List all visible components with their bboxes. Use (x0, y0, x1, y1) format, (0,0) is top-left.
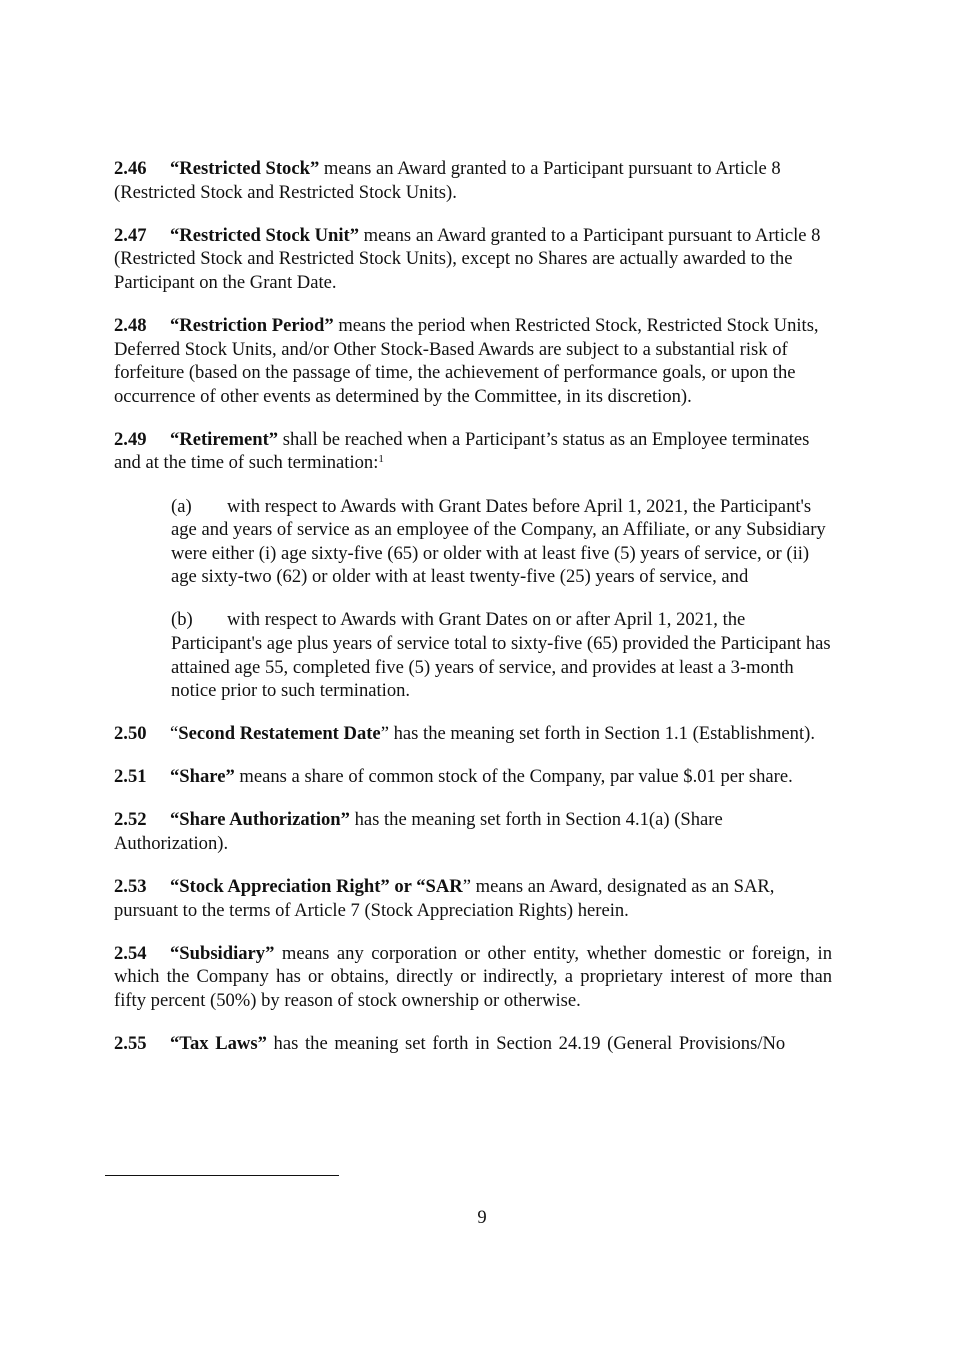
open-quote: “ (170, 723, 179, 745)
defined-term: Subsidiary (179, 942, 266, 964)
open-quote: “ (170, 766, 180, 788)
section-number: 2.48 (114, 314, 147, 336)
footnote-reference[interactable]: 1 (378, 453, 384, 466)
definition-2-47 (114, 224, 832, 295)
definition-2-48 (114, 314, 832, 408)
footnote-separator (105, 1175, 339, 1176)
section-number: 2.52 (114, 809, 147, 831)
retirement-subitem-a (171, 495, 832, 589)
open-quote: “ (170, 876, 180, 898)
defined-term: Restriction Period (179, 314, 325, 336)
section-number: 2.55 (114, 1033, 147, 1055)
defined-term: Tax Laws (179, 1033, 258, 1055)
close-quote: ” (340, 809, 350, 831)
open-quote: “ (170, 314, 180, 336)
page-number: 9 (477, 1207, 487, 1228)
definition-2-52 (114, 808, 832, 855)
close-quote: ” (349, 224, 360, 246)
section-number: 2.50 (114, 723, 147, 745)
close-quote: ” (225, 766, 235, 788)
open-quote: “ (170, 942, 180, 964)
definition-2-49 (114, 428, 832, 475)
subitem-text: with respect to Awards with Grant Dates before April 1, 2021, the Participant's age and years of service as an employee of the Company, an Affiliate, or any Subsidiary were either (i) age sixty-five (65) or older with at least five (5) years of service, or (ii) age sixty-two (62) or older with at least twenty-five (25) years of service, and (171, 495, 826, 588)
definition-text: means any corporation or other entity, whether domestic or foreign, in which the Company has or obtains, directly or indirectly, a proprietary interest of more than fifty percent (50%) by reason of stock ownership or otherwise. (114, 942, 832, 1012)
subitem-label: (b) (171, 609, 193, 631)
defined-term: Second Restatement Date (178, 723, 381, 745)
definition-2-53 (114, 875, 832, 922)
open-quote: “ (170, 158, 180, 179)
definition-text: means an Award, designated as an SAR, pursuant to the terms of Article 7 (Stock Appreciation Rights) herein. (114, 876, 775, 921)
definition-2-50 (114, 722, 832, 746)
close-quote: ” (462, 876, 471, 898)
close-quote: ” (257, 1033, 267, 1055)
close-quote: ” (268, 428, 279, 450)
defined-term: Share Authorization (179, 809, 341, 831)
definition-text: has the meaning set forth in Section 1.1 (Establishment). (388, 723, 815, 745)
subitem-label: (a) (171, 495, 192, 517)
defined-term: Restricted Stock (179, 158, 310, 179)
definition-2-46 (114, 157, 832, 204)
section-number: 2.51 (114, 766, 147, 788)
section-number: 2.47 (114, 224, 147, 246)
section-number: 2.46 (114, 158, 147, 179)
open-quote: “ (170, 809, 180, 831)
defined-term: Retirement (179, 428, 269, 450)
close-quote: ” (309, 158, 320, 179)
definitions-section (114, 157, 832, 1075)
open-quote: “ (170, 224, 180, 246)
defined-term: Share (179, 766, 226, 788)
open-quote: “ (170, 428, 180, 450)
subitem-text: with respect to Awards with Grant Dates on or after April 1, 2021, the Participant's age plus years of service total to sixty-five (65) provided the Participant has attained age 55, completed five (5) years of service, and provides at least a 3-month notice prior to such termination. (171, 609, 831, 702)
retirement-subitem-b (171, 608, 832, 702)
close-quote: ” (380, 723, 389, 745)
definition-2-51 (114, 765, 832, 789)
definition-text: means an Award granted to a Participant pursuant to Article 8 (Restricted Stock and Restricted Stock Units), except no Shares are actually awarded to the Participant on the Grant Date. (114, 224, 821, 293)
definition-text: means the period when Restricted Stock, Restricted Stock Units, Deferred Stock Units, and/or Other Stock-Based Awards are subject to a substantial risk of forfeiture (based on the passage of time, the achievement of performance goals, or upon the occurrence of other events as determined by the Committee, in its discretion). (114, 314, 819, 407)
close-quote: ” (265, 942, 275, 964)
definition-text: shall be reached when a Participant’s status as an Employee terminates and at the time of such termination: (114, 428, 810, 474)
definition-text: means a share of common stock of the Company, par value $.01 per share. (234, 766, 793, 788)
definition-text: has the meaning set forth in Section 4.1(a) (Share Authorization). (114, 809, 723, 855)
definition-text: means an Award granted to a Participant pursuant to Article 8 (Restricted Stock and Restricted Stock Units). (114, 158, 781, 203)
open-quote: “ (170, 1033, 180, 1055)
defined-term: Restricted Stock Unit (179, 224, 350, 246)
section-number: 2.53 (114, 876, 147, 898)
defined-term: Stock Appreciation Right” or “SAR (179, 876, 463, 898)
section-number: 2.54 (114, 942, 147, 964)
definition-2-55 (114, 1032, 832, 1056)
close-quote: ” (324, 314, 334, 336)
definition-2-54 (114, 942, 832, 1013)
section-number: 2.49 (114, 428, 147, 450)
definition-text: has the meaning set forth in Section 24.19 (General Provisions/No (266, 1033, 786, 1055)
